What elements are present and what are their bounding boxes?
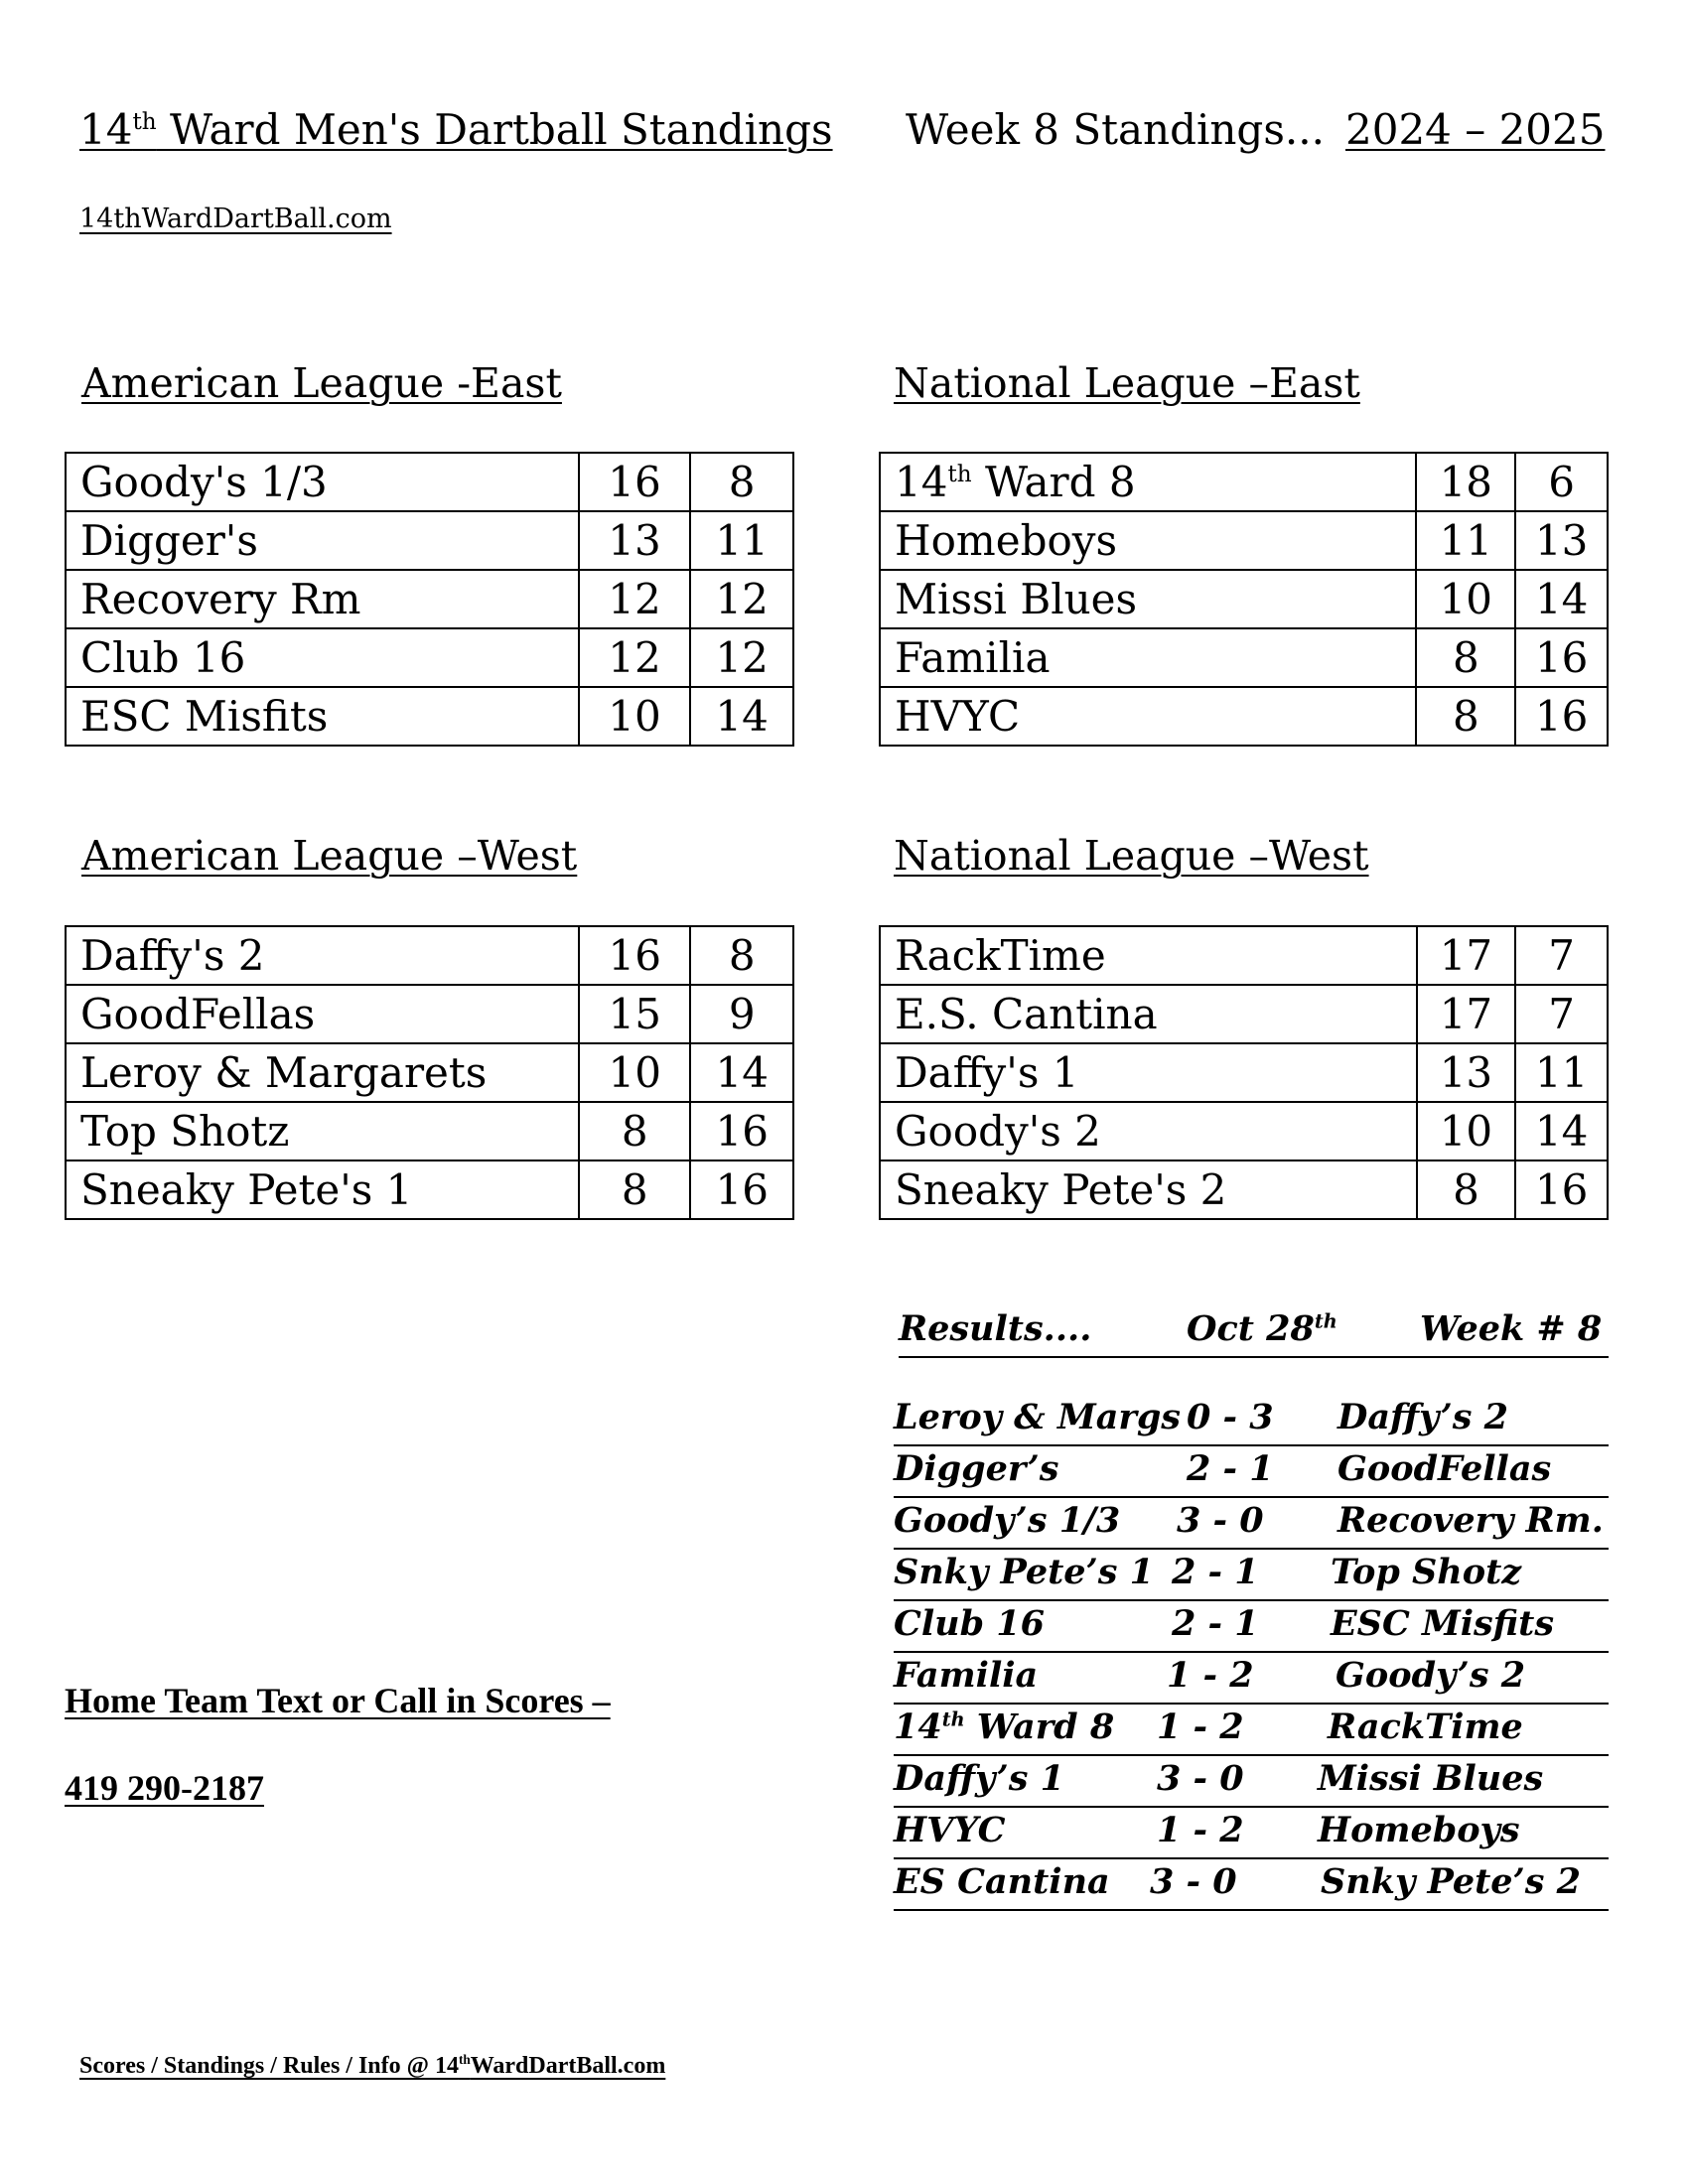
home-team: Familia: [894, 1655, 1039, 1696]
losses: 13: [1515, 511, 1608, 570]
table-row: [66, 1160, 793, 1219]
losses: 16: [1515, 687, 1608, 746]
result-row: [894, 1498, 1609, 1550]
table-row: [880, 926, 1608, 985]
table-row: [880, 570, 1608, 628]
title-sup: th: [132, 109, 157, 135]
wins: 13: [1417, 1043, 1516, 1102]
score: 1 - 2: [1157, 1810, 1244, 1850]
title-number: 14: [79, 105, 133, 154]
table-row: [880, 1102, 1608, 1160]
home-team: Club 16: [894, 1603, 1045, 1644]
team-name: E.S. Cantina: [880, 985, 1417, 1043]
away-team: Missi Blues: [1318, 1758, 1544, 1799]
wins: 12: [579, 628, 691, 687]
results-label: Results....: [899, 1308, 1092, 1349]
team-sup: th: [947, 461, 972, 487]
losses: 14: [690, 1043, 793, 1102]
team-name: Sneaky Pete's 1: [66, 1160, 579, 1219]
nl-east-title: National League –East: [894, 359, 1360, 407]
losses: 9: [690, 985, 793, 1043]
away-team: GoodFellas: [1337, 1448, 1552, 1489]
nl-west-title: National League –West: [894, 832, 1369, 880]
footer-website[interactable]: WardDartBall.com: [470, 2053, 666, 2079]
losses: 11: [1515, 1043, 1608, 1102]
result-row: [894, 1601, 1609, 1653]
losses: 14: [1515, 570, 1608, 628]
result-row: [894, 1705, 1609, 1756]
results-week: Week # 8: [1420, 1308, 1603, 1349]
team-name: Missi Blues: [880, 570, 1416, 628]
table-row: [66, 453, 793, 511]
wins: 16: [579, 453, 691, 511]
footer-sup: th: [458, 2052, 471, 2067]
table-row: [66, 570, 793, 628]
score: 0 - 3: [1187, 1397, 1274, 1437]
table-row: [880, 1043, 1608, 1102]
wins: 10: [579, 1043, 690, 1102]
wins: 8: [1416, 687, 1515, 746]
team-number: 14: [895, 457, 948, 506]
team-name: Daffy's 1: [880, 1043, 1417, 1102]
home-team: Snky Pete’s 1: [894, 1552, 1155, 1592]
losses: 6: [1515, 453, 1608, 511]
away-team: ESC Misfits: [1331, 1603, 1555, 1644]
home-team: Leroy & Margs: [894, 1397, 1182, 1437]
losses: 12: [690, 570, 793, 628]
wins: 17: [1417, 926, 1516, 985]
table-row: [66, 687, 793, 746]
wins: 10: [579, 687, 691, 746]
title-text: Ward Men's Dartball Standings: [156, 105, 833, 154]
score: 3 - 0: [1157, 1758, 1244, 1799]
away-team: Daffy’s 2: [1337, 1397, 1509, 1437]
wins: 8: [579, 1160, 690, 1219]
result-row: [894, 1446, 1609, 1498]
team-name: Club 16: [66, 628, 579, 687]
team-name: Recovery Rm: [66, 570, 579, 628]
home-team: ES Cantina: [894, 1861, 1110, 1902]
al-west-table: [65, 925, 794, 1220]
losses: 14: [690, 687, 793, 746]
score: 2 - 1: [1172, 1603, 1259, 1644]
phone-number[interactable]: 419 290-2187: [65, 1768, 264, 1808]
score-report-label: Home Team Text or Call in Scores –: [65, 1681, 611, 1720]
page-title: [79, 105, 833, 154]
wins: 11: [1416, 511, 1515, 570]
result-row: [894, 1653, 1609, 1705]
away-team: Homeboys: [1318, 1810, 1520, 1850]
table-row: [880, 1160, 1608, 1219]
home-team-sup: th: [941, 1707, 965, 1731]
table-row: [880, 985, 1608, 1043]
results-date: [1187, 1308, 1337, 1349]
table-row: [880, 453, 1608, 511]
score: 3 - 0: [1150, 1861, 1237, 1902]
home-team-text: Ward 8: [964, 1706, 1115, 1747]
results-date-day: Oct 28: [1187, 1308, 1315, 1349]
table-row: [66, 1102, 793, 1160]
score: 1 - 2: [1167, 1655, 1254, 1696]
score: 3 - 0: [1177, 1500, 1264, 1541]
team-name: Goody's 2: [880, 1102, 1417, 1160]
footer-links: [79, 2053, 665, 2080]
team-name: Goody's 1/3: [66, 453, 579, 511]
team-name: Homeboys: [880, 511, 1416, 570]
away-team: Top Shotz: [1331, 1552, 1522, 1592]
losses: 16: [690, 1160, 793, 1219]
losses: 16: [1515, 1160, 1608, 1219]
home-team: HVYC: [894, 1810, 1006, 1850]
losses: 8: [690, 926, 793, 985]
team-name: GoodFellas: [66, 985, 579, 1043]
team-name: RackTime: [880, 926, 1417, 985]
home-team: Daffy’s 1: [894, 1758, 1065, 1799]
results-date-sup: th: [1314, 1309, 1337, 1333]
home-team: Goody’s 1/3: [894, 1500, 1121, 1541]
table-row: [66, 1043, 793, 1102]
wins: 10: [1416, 570, 1515, 628]
wins: 13: [579, 511, 691, 570]
table-row: [880, 511, 1608, 570]
result-row: [894, 1859, 1609, 1911]
team-name: Daffy's 2: [66, 926, 579, 985]
table-row: [880, 687, 1608, 746]
team-name: Sneaky Pete's 2: [880, 1160, 1417, 1219]
team-name: ESC Misfits: [66, 687, 579, 746]
week-label: Week 8 Standings...: [906, 105, 1325, 154]
away-team: Goody’s 2: [1336, 1655, 1526, 1696]
wins: 16: [579, 926, 690, 985]
team-name: Familia: [880, 628, 1416, 687]
result-row: [894, 1756, 1609, 1808]
score: 1 - 2: [1157, 1706, 1244, 1747]
wins: 17: [1417, 985, 1516, 1043]
wins: 8: [1417, 1160, 1516, 1219]
home-team-number: 14: [894, 1706, 942, 1747]
losses: 14: [1515, 1102, 1608, 1160]
table-row: [66, 926, 793, 985]
table-row: [66, 628, 793, 687]
team-name: Leroy & Margarets: [66, 1043, 579, 1102]
wins: 15: [579, 985, 690, 1043]
wins: 18: [1416, 453, 1515, 511]
losses: 16: [1515, 628, 1608, 687]
result-row: [894, 1395, 1609, 1446]
losses: 12: [690, 628, 793, 687]
losses: 7: [1515, 926, 1608, 985]
wins: 10: [1417, 1102, 1516, 1160]
score: 2 - 1: [1187, 1448, 1274, 1489]
team-name: Top Shotz: [66, 1102, 579, 1160]
nl-west-table: [879, 925, 1609, 1220]
al-west-title: American League –West: [81, 832, 578, 880]
results-header: [899, 1308, 1609, 1358]
losses: 11: [690, 511, 793, 570]
losses: 16: [690, 1102, 793, 1160]
table-row: [880, 628, 1608, 687]
team-name: [880, 453, 1416, 511]
table-row: [66, 511, 793, 570]
home-team: [894, 1706, 1114, 1747]
al-east-title: American League -East: [81, 359, 562, 407]
losses: 7: [1515, 985, 1608, 1043]
website-link[interactable]: 14thWardDartBall.com: [79, 204, 392, 234]
wins: 8: [579, 1102, 690, 1160]
wins: 12: [579, 570, 691, 628]
al-east-table: [65, 452, 794, 747]
season-label: 2024 – 2025: [1345, 105, 1606, 154]
wins: 8: [1416, 628, 1515, 687]
away-team: Snky Pete’s 2: [1321, 1861, 1582, 1902]
score: 2 - 1: [1172, 1552, 1259, 1592]
team-name: Digger's: [66, 511, 579, 570]
home-team: Digger’s: [894, 1448, 1059, 1489]
result-row: [894, 1550, 1609, 1601]
footer-text: Scores / Standings / Rules / Info @ 14: [79, 2053, 459, 2079]
team-name: HVYC: [880, 687, 1416, 746]
nl-east-table: [879, 452, 1609, 747]
result-row: [894, 1808, 1609, 1859]
table-row: [66, 985, 793, 1043]
away-team: Recovery Rm.: [1337, 1500, 1604, 1541]
team-text: Ward 8: [971, 457, 1136, 506]
losses: 8: [690, 453, 793, 511]
away-team: RackTime: [1328, 1706, 1523, 1747]
